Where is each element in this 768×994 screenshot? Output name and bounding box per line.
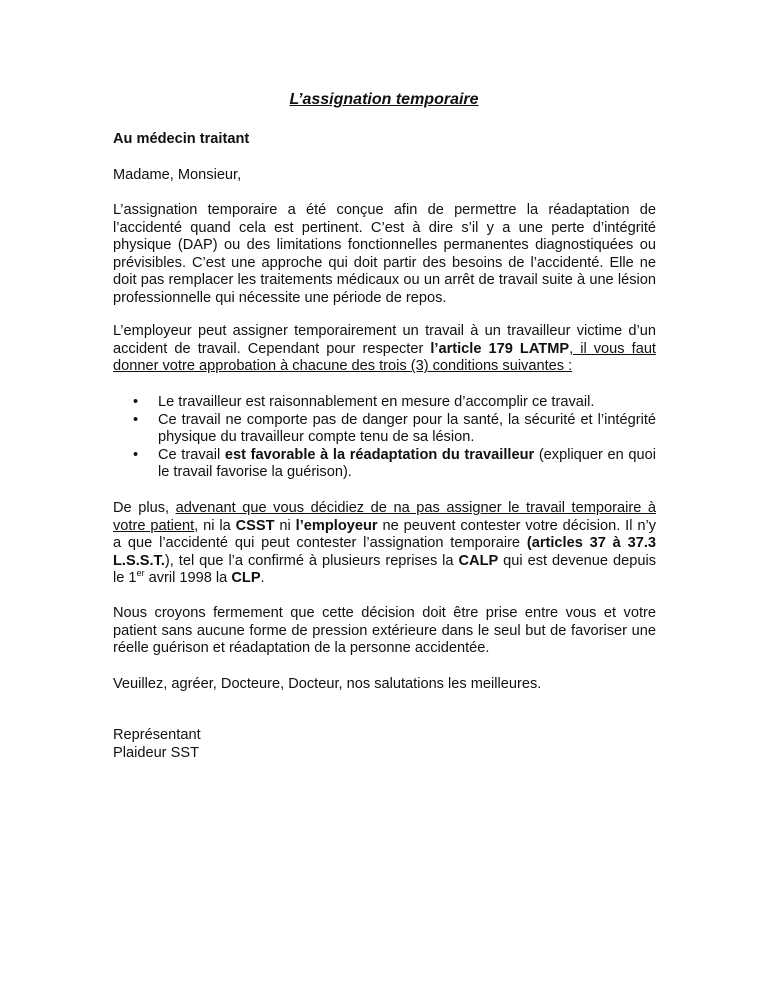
intro-paragraph: L’assignation temporaire a été conçue afin de permettre la réadaptation de l’accidenté quand cela est pertinent. C’est à dire s’il y a une perte d’intégrité physique (DAP) ou des limitations fonctionnelles permanentes diagnostiquées ou prévisibles. C’est une approche qui doit partir des besoins de l’accidenté. Elle ne doit pas remplacer les traitements médicaux ou un arrêt de travail suite à une lésion professionnelle qui nécessite une période de repos. <box>113 202 656 306</box>
contest-text: ni <box>274 517 296 534</box>
contest-text: ), tel que l’a confirmé à plusieurs reprises la <box>164 552 459 569</box>
article-reference: l’article 179 LATMP <box>430 340 570 357</box>
contest-text: ne peuvent contester votre décision. Il n’y a que l’accidenté qui peut contester l’assignation temporaire <box>113 517 657 552</box>
articles-reference: (articles 37 à 37.3 L.S.S.T. <box>113 535 657 569</box>
condition-text-post: (expliquer en quoi le travail favorise la guérison). <box>158 446 657 481</box>
calp-label: CALP <box>458 552 499 569</box>
condition-item <box>113 447 656 482</box>
closing-line: Veuillez, agréer, Docteure, Docteur, nos salutations les meilleures. <box>113 676 542 692</box>
employer-label: l’employeur <box>295 517 378 534</box>
contest-text: qui est devenue depuis le 1 <box>113 552 656 587</box>
contest-text: De plus, <box>113 500 176 516</box>
approval-requirement: , il vous faut donner votre approbation à chacune des trois (3) conditions suivantes : <box>113 340 656 375</box>
contest-text: , ni la <box>194 517 236 534</box>
contest-text: avril 1998 la <box>144 570 232 587</box>
conditions-list-wrapper <box>113 394 656 482</box>
contest-paragraph <box>113 500 656 588</box>
condition-emphasis: est favorable à la réadaptation du travailleur <box>224 446 535 463</box>
signature-title: Représentant <box>113 727 201 743</box>
contest-text: . <box>260 570 265 587</box>
ordinal-superscript: er <box>136 568 145 579</box>
conditions-list <box>113 394 656 482</box>
document-title: L’assignation temporaire <box>289 91 479 108</box>
condition-text-pre: Ce travail <box>158 446 225 463</box>
contest-underlined: advenant que vous décidiez de na pas assigner le travail temporaire à votre patient <box>113 500 656 534</box>
recipient-line: Au médecin traitant <box>113 131 250 147</box>
csst-label: CSST <box>235 517 275 534</box>
signature-organization: Plaideur SST <box>113 744 199 761</box>
belief-paragraph: Nous croyons fermement que cette décision doit être prise entre vous et votre patient sans aucune forme de pression extérieure dans le seul but de favoriser une réelle guérison et réadaptation de la personne accidentée. <box>113 605 656 657</box>
signature-block <box>113 727 656 762</box>
condition-item <box>113 394 656 412</box>
employer-paragraph <box>113 323 656 376</box>
clp-label: CLP <box>231 570 261 587</box>
bullet-icon: • <box>133 411 139 428</box>
condition-item <box>113 412 656 447</box>
bullet-icon: • <box>133 394 139 410</box>
condition-text: Le travailleur est raisonnablement en mesure d’accomplir ce travail. <box>158 394 595 410</box>
salutation: Madame, Monsieur, <box>113 167 242 183</box>
employer-paragraph-text: L’employeur peut assigner temporairement un travail à un travailleur victime d’un accident de travail. Cependant pour respecter <box>113 323 656 357</box>
bullet-icon: • <box>133 446 139 463</box>
condition-text: Ce travail ne comporte pas de danger pour la santé, la sécurité et l’intégrité physique du travailleur compte tenu de sa lésion. <box>158 411 656 446</box>
